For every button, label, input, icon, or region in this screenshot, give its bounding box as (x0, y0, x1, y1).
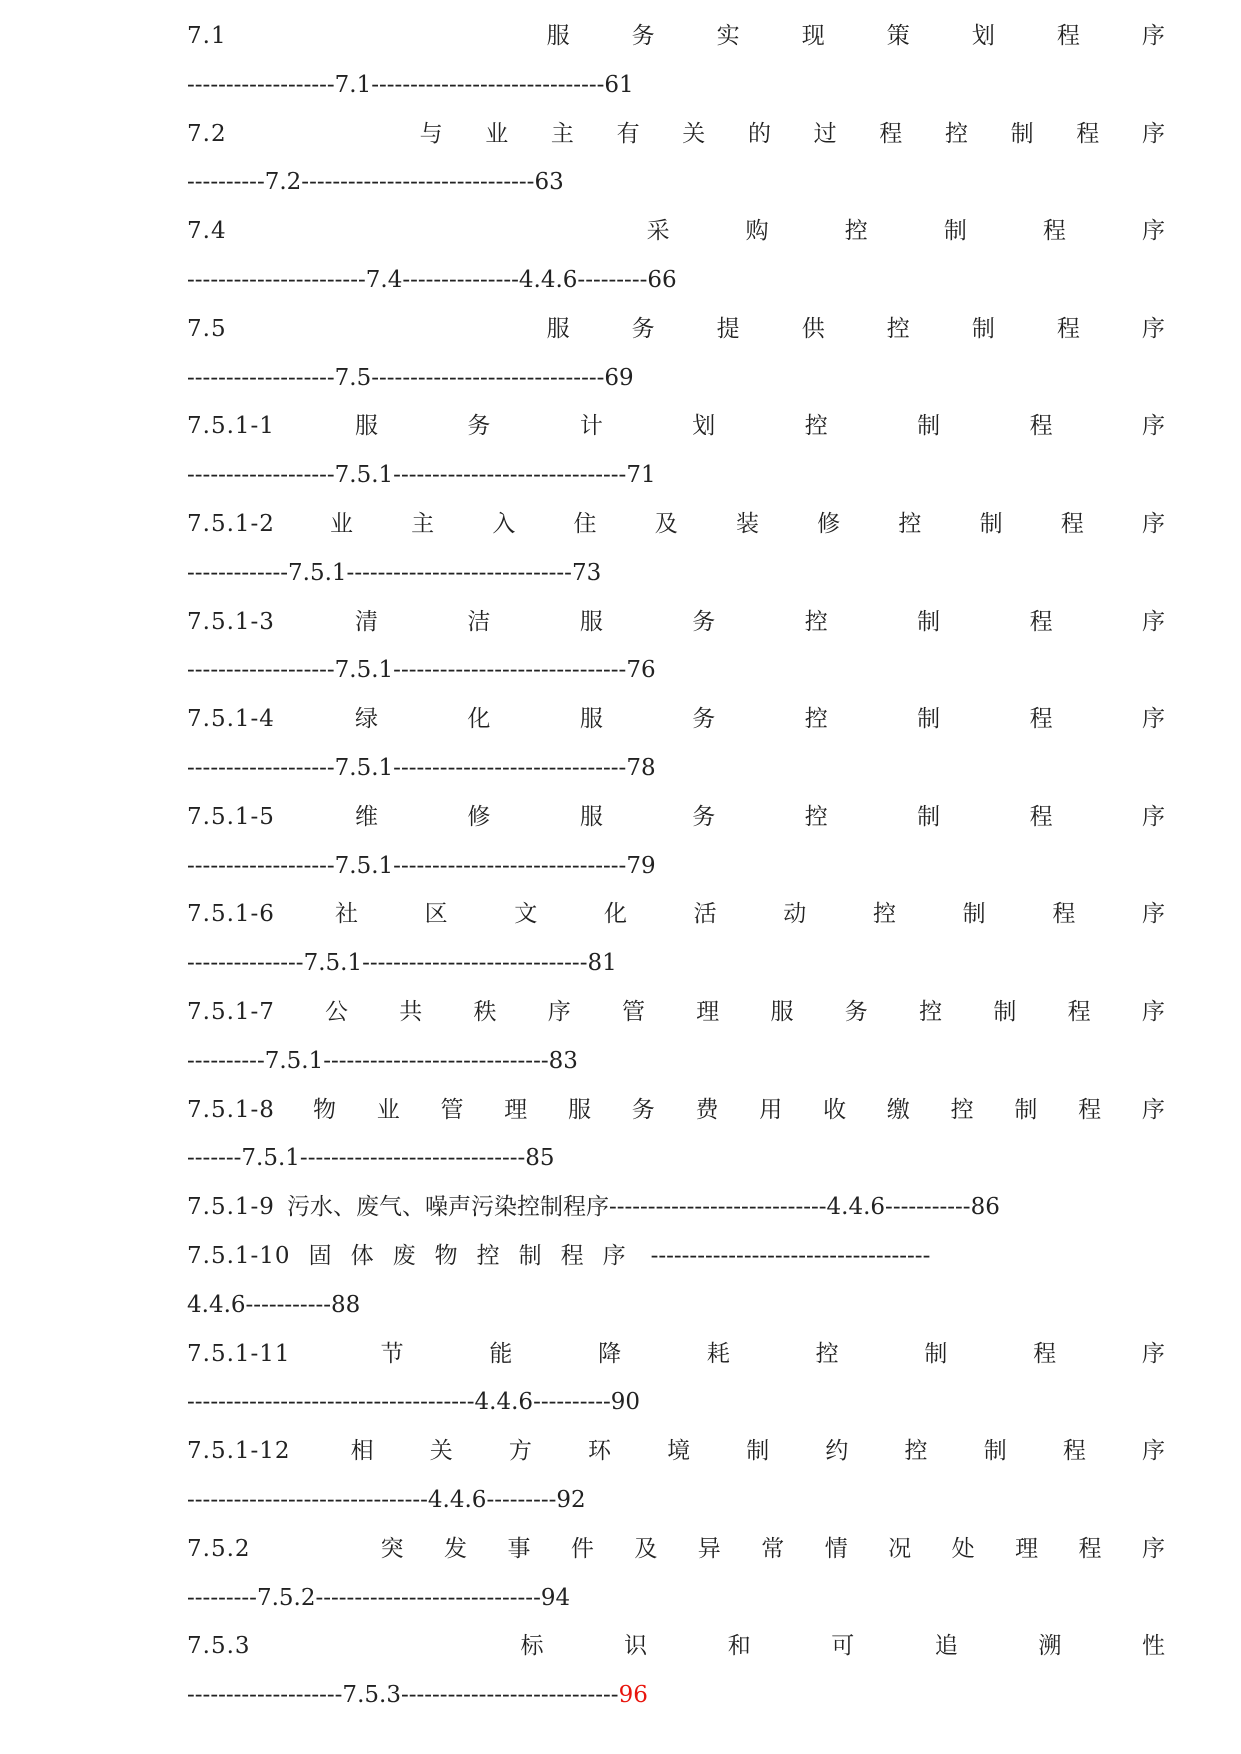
section-title: 固体废物控制程序 (308, 1242, 645, 1269)
section-number: 7.5.1-6 (187, 901, 275, 928)
page-number: 96 (618, 1682, 648, 1709)
toc-entry (187, 598, 1165, 696)
leader-text: -----------------------7.4---------------4.4.6--------- (187, 266, 648, 293)
table-of-contents (187, 12, 1165, 1720)
leader-text: ----------7.5.1----------------------------- (187, 1047, 549, 1074)
leader-text: --------------------7.5.3---------------------------- (187, 1682, 619, 1709)
page-number: 73 (571, 559, 602, 586)
toc-entry-leader (187, 1671, 1165, 1720)
toc-entry-leader (187, 354, 1165, 403)
section-title: 社 区 文 化 活 动 控 制 程 序 (334, 901, 1165, 928)
page-number: 69 (604, 364, 634, 391)
leader-text: ----------7.2------------------------------ (187, 169, 535, 196)
section-number: 7.5.1-10 (187, 1242, 291, 1269)
page-number: 86 (970, 1194, 1000, 1221)
toc-entry-leader (187, 256, 1165, 305)
toc-entry-heading (187, 1232, 1165, 1281)
section-title: 突 发 事 件 及 异 常 情 况 处 理 程 序 (380, 1535, 1165, 1562)
toc-entry (187, 402, 1165, 500)
section-number: 7.4 (187, 218, 227, 245)
toc-entry-heading (187, 500, 1165, 549)
toc-entry (187, 110, 1165, 208)
section-title: 物 业 管 理 服 务 费 用 收 缴 控 制 程 序 (312, 1096, 1165, 1123)
page-number: 76 (626, 657, 656, 684)
section-title: 公 共 秩 序 管 理 服 务 控 制 程 序 (324, 998, 1165, 1025)
toc-entry (187, 1086, 1165, 1184)
toc-entry (187, 793, 1165, 891)
toc-entry-leader (187, 744, 1165, 793)
toc-entry-heading (187, 988, 1165, 1037)
page-number: 83 (548, 1047, 578, 1074)
toc-entry-leader (187, 646, 1165, 695)
page-number: 79 (626, 852, 656, 879)
toc-entry (187, 1232, 1165, 1330)
page-number: 85 (525, 1145, 555, 1172)
leader-text: -------------------7.1------------------------------ (187, 71, 605, 98)
section-title: 维 修 服 务 控 制 程 序 (354, 803, 1165, 830)
toc-entry (187, 12, 1165, 110)
section-number: 7.5.1-3 (187, 608, 275, 635)
section-number: 7.5 (187, 315, 227, 342)
toc-entry-heading (187, 1427, 1165, 1476)
toc-entry-heading (187, 1330, 1165, 1379)
section-number: 7.5.3 (187, 1633, 251, 1660)
leader-text: -------------7.5.1----------------------------- (187, 559, 572, 586)
section-title: 污水、废气、噪声污染控制程序 (286, 1194, 609, 1221)
leader-text: -------------------7.5.1------------------------------ (187, 754, 627, 781)
section-number: 7.5.2 (187, 1535, 251, 1562)
toc-entry (187, 1330, 1165, 1428)
toc-entry-heading (187, 12, 1165, 61)
toc-entry-leader (187, 451, 1165, 500)
section-title: 绿 化 服 务 控 制 程 序 (354, 706, 1165, 733)
toc-entry (187, 695, 1165, 793)
page-number: 90 (610, 1389, 641, 1416)
toc-entry-leader (187, 842, 1165, 891)
section-number: 7.5.1-9 (187, 1194, 275, 1221)
page-number: 66 (647, 266, 677, 293)
toc-entry-heading (187, 598, 1165, 647)
leader-text: -------------------------------4.4.6--------- (187, 1486, 557, 1513)
toc-entry-heading (187, 890, 1165, 939)
section-number: 7.5.1-5 (187, 803, 275, 830)
page-number: 94 (540, 1584, 571, 1611)
page-number: 61 (604, 71, 634, 98)
leader-text: -------------------7.5------------------------------ (187, 364, 605, 391)
page-number: 88 (331, 1291, 361, 1318)
leader-text: ---------------7.5.1----------------------------- (187, 950, 588, 977)
leader-tail: ------------------------------------ (650, 1242, 931, 1269)
toc-entry (187, 1622, 1165, 1720)
toc-entry (187, 1183, 1165, 1232)
toc-entry (187, 988, 1165, 1086)
leader-text: ----------------------------4.4.6----------- (608, 1194, 971, 1221)
section-title: 业 主 入 住 及 装 修 控 制 程 序 (329, 510, 1165, 537)
toc-entry (187, 305, 1165, 403)
section-title: 标 识 和 可 追 溯 性 (520, 1633, 1165, 1660)
toc-entry-heading (187, 1622, 1165, 1671)
toc-entry (187, 207, 1165, 305)
toc-entry-heading (187, 1525, 1165, 1574)
section-title: 清 洁 服 务 控 制 程 序 (354, 608, 1165, 635)
page-number: 78 (626, 754, 656, 781)
toc-entry-heading (187, 110, 1165, 159)
section-number: 7.1 (187, 23, 227, 49)
section-number: 7.5.1-2 (187, 510, 275, 537)
section-number: 7.5.1-8 (187, 1096, 275, 1123)
section-title: 服 务 实 现 策 划 程 序 (546, 23, 1165, 49)
leader-and-page (609, 1183, 1165, 1232)
section-number: 7.2 (187, 120, 227, 147)
toc-entry-heading (187, 305, 1165, 354)
toc-entry (187, 1525, 1165, 1623)
toc-entry-leader (187, 939, 1165, 988)
toc-entry-leader (187, 1037, 1165, 1086)
toc-entry-leader (187, 1476, 1165, 1525)
section-title: 相 关 方 环 境 制 约 控 制 程 序 (350, 1438, 1165, 1465)
toc-entry-leader (187, 1378, 1165, 1427)
leader-text: -------------------------------------4.4.6---------- (187, 1389, 611, 1416)
toc-entry-heading (187, 695, 1165, 744)
toc-entry-leader (187, 549, 1165, 598)
leader-text: ---------7.5.2----------------------------- (187, 1584, 541, 1611)
section-title: 采 购 控 制 程 序 (646, 218, 1165, 245)
toc-entry (187, 890, 1165, 988)
section-title: 服 务 提 供 控 制 程 序 (546, 315, 1165, 342)
section-title: 服 务 计 划 控 制 程 序 (354, 413, 1165, 440)
leader-text: -------------------7.5.1------------------------------ (187, 852, 627, 879)
leader-text: -------------------7.5.1------------------------------ (187, 462, 627, 489)
section-title: 节 能 降 耗 控 制 程 序 (380, 1340, 1165, 1367)
toc-entry-heading (187, 1086, 1165, 1135)
toc-entry-heading (187, 207, 1165, 256)
leader-text: -------------------7.5.1------------------------------ (187, 657, 627, 684)
page-number: 92 (556, 1486, 586, 1513)
toc-entry-heading (187, 793, 1165, 842)
section-number: 7.5.1-11 (187, 1340, 291, 1367)
page-number: 71 (626, 462, 656, 489)
toc-entry-heading (187, 402, 1165, 451)
leader-text: 4.4.6----------- (187, 1291, 332, 1318)
section-number: 7.5.1-4 (187, 706, 275, 733)
toc-entry-leader (187, 1134, 1165, 1183)
toc-entry-leader (187, 158, 1165, 207)
toc-entry (187, 500, 1165, 598)
section-number: 7.5.1-7 (187, 998, 275, 1025)
toc-entry (187, 1427, 1165, 1525)
toc-entry-leader (187, 61, 1165, 110)
section-number: 7.5.1-12 (187, 1438, 291, 1465)
section-number: 7.5.1-1 (187, 413, 275, 440)
toc-entry-leader (187, 1574, 1165, 1623)
toc-entry-heading (187, 1183, 1165, 1232)
toc-entry-leader (187, 1281, 1165, 1330)
page-number: 63 (534, 169, 564, 196)
leader-text: -------7.5.1----------------------------- (187, 1145, 526, 1172)
page-number: 81 (587, 950, 617, 977)
section-title: 与 业 主 有 关 的 过 程 控 制 程 序 (419, 120, 1165, 147)
